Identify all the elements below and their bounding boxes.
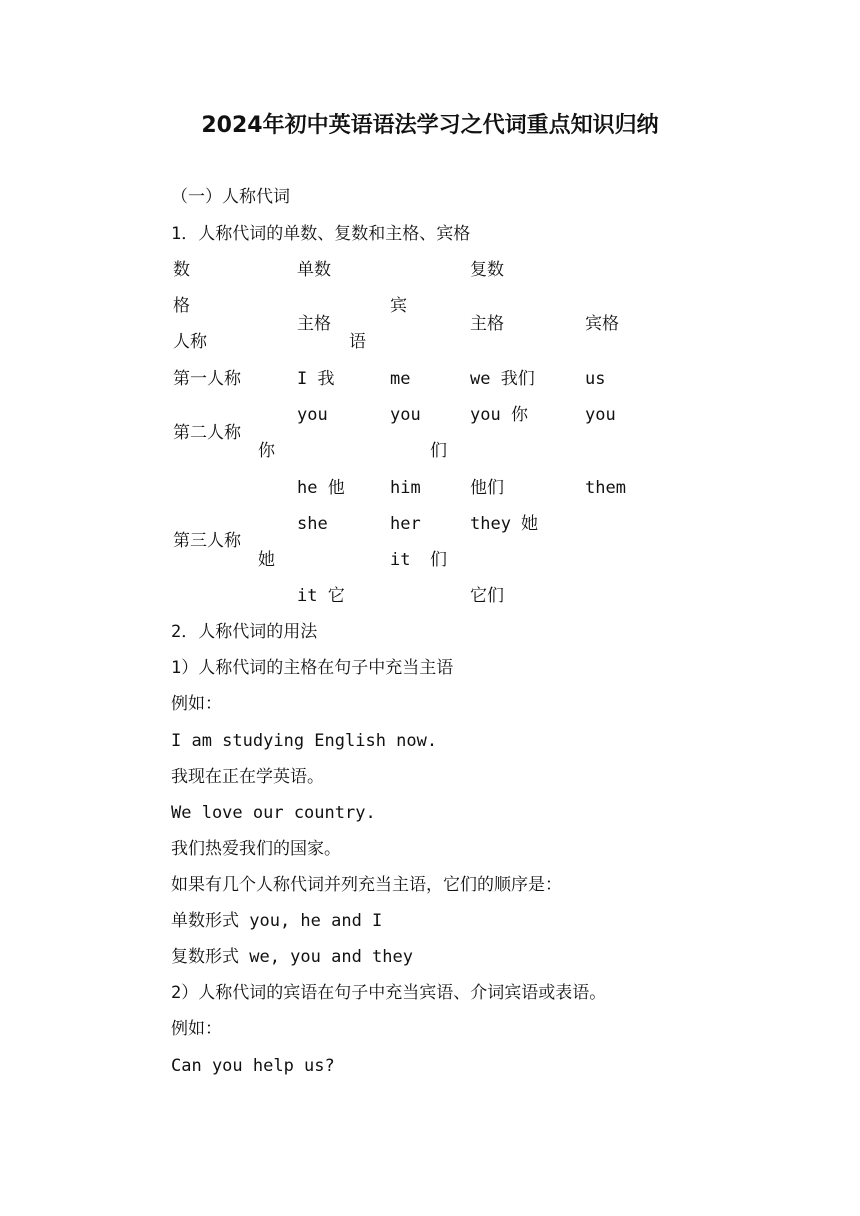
table-cell: you — [297, 405, 328, 425]
table-header-shu: 数 — [173, 260, 190, 280]
body-line: 单数形式 you, he and I — [171, 911, 383, 931]
body-line: I am studying English now. — [171, 731, 438, 751]
body-line: 我们热爱我们的国家。 — [171, 839, 341, 859]
body-line: 例如： — [171, 694, 222, 714]
body-line: 我现在正在学英语。 — [171, 767, 324, 787]
table-cell: 们 — [430, 441, 447, 461]
document-title: 2024年初中英语语法学习之代词重点知识归纳 — [201, 113, 659, 138]
body-line: 复数形式 we, you and they — [171, 947, 413, 967]
table-row-third-person-label: 第三人称 — [173, 531, 241, 551]
section-heading: （一）人称代词 — [171, 187, 290, 207]
table-cell: you — [585, 405, 616, 425]
table-header-yu: 语 — [349, 332, 366, 352]
body-line: Can you help us? — [171, 1056, 335, 1076]
body-line: 2）人称代词的宾语在句子中充当宾语、介词宾语或表语。 — [171, 983, 607, 1003]
table-cell: 她 — [258, 550, 275, 570]
table-cell: 它们 — [470, 586, 504, 606]
table-cell: me — [390, 369, 411, 389]
table-header-person: 人称 — [173, 332, 207, 352]
subsection-heading: 1．人称代词的单数、复数和主格、宾格 — [171, 224, 471, 244]
table-header-plural: 复数 — [470, 260, 504, 280]
table-cell: him — [390, 478, 421, 498]
body-line: 如果有几个人称代词并列充当主语，它们的顺序是： — [171, 875, 562, 895]
table-cell: he 他 — [297, 478, 345, 498]
table-cell: you 你 — [470, 405, 528, 425]
body-line: 1）人称代词的主格在句子中充当主语 — [171, 658, 454, 678]
table-header-nominative-singular: 主格 — [297, 314, 331, 334]
body-line: We love our country. — [171, 803, 376, 823]
table-cell: 们 — [430, 550, 447, 570]
table-cell: 你 — [258, 441, 275, 461]
table-cell: 他们 — [470, 478, 504, 498]
table-row-second-person-label: 第二人称 — [173, 423, 241, 443]
table-cell: you — [390, 405, 421, 425]
table-cell: she — [297, 514, 328, 534]
table-header-bin-top: 宾 — [390, 296, 407, 316]
table-cell: them — [585, 478, 626, 498]
table-header-nominative-plural: 主格 — [470, 314, 504, 334]
table-cell: we 我们 — [470, 369, 535, 389]
body-line: 2．人称代词的用法 — [171, 622, 318, 642]
table-cell: it 它 — [297, 586, 345, 606]
table-header-objective-plural: 宾格 — [585, 314, 619, 334]
table-cell: us — [585, 369, 606, 389]
table-row-first-person-label: 第一人称 — [173, 369, 241, 389]
table-cell: it — [390, 550, 411, 570]
table-cell: her — [390, 514, 421, 534]
table-header-singular: 单数 — [297, 260, 331, 280]
body-line: 例如： — [171, 1019, 222, 1039]
table-cell: I 我 — [297, 369, 335, 389]
table-cell: they 她 — [470, 514, 539, 534]
table-header-ge: 格 — [173, 296, 190, 316]
